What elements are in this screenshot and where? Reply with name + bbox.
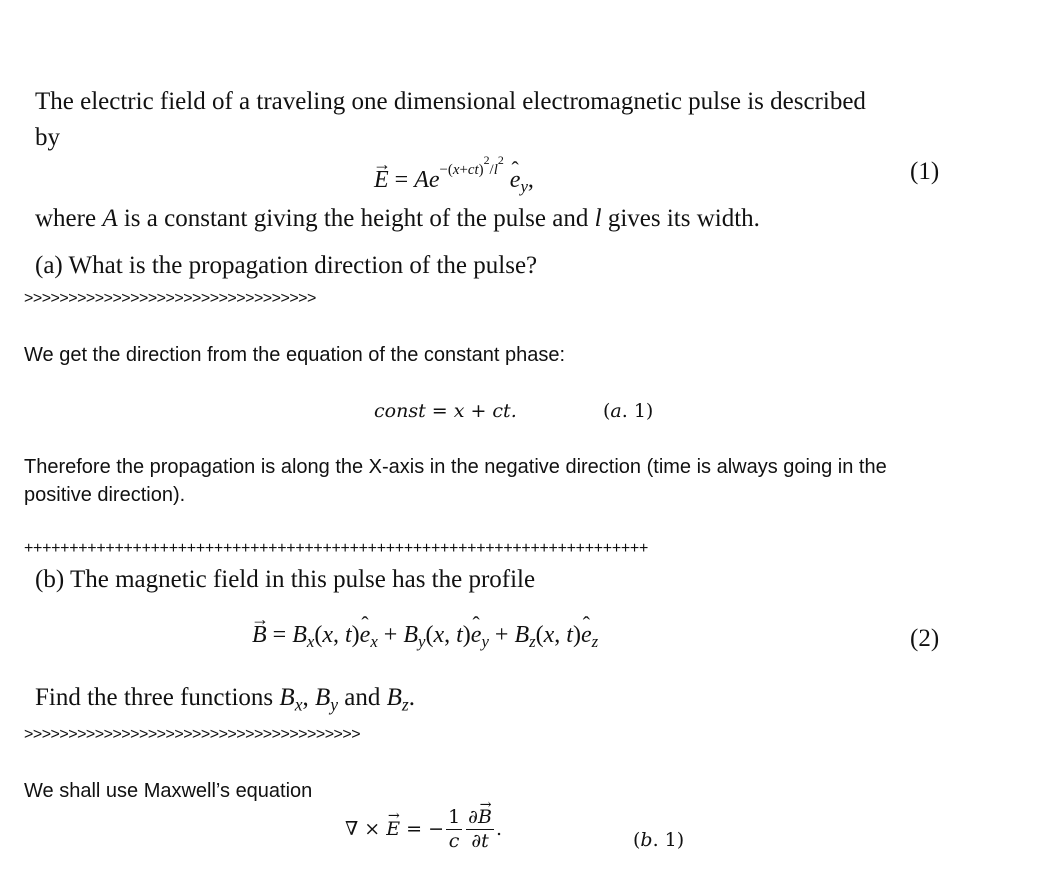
equation-2: → $B = B_x(x$, t)ˆ $e_x + B_y(x$, t)ˆ $e_y + B_z(x$, t)ˆ $e_z$ [252,622,598,649]
equation-a1-number: (a. 1) [603,400,654,422]
section-separator: +++++++++++++++++++++++++++++++++++++++++++++++++++++++++++++++++++++ [24,540,649,557]
answer-a-line2: positive direction). [24,484,186,506]
where-text-3: gives its width. [601,205,760,232]
equation-b1-number: (b. 1) [633,829,685,851]
equation-a1: const = x + ct. [374,400,517,422]
answer-a-line1: Therefore the propagation is along the X-axis in the negative direction (time is always going in the [24,456,887,478]
answer-marker-b: >>>>>>>>>>>>>>>>>>>>>>>>>>>>>>>>>>>>>> [24,726,361,743]
equation-1: → $E = Ae^{-(x+ct)^2/l^2}$ ˆ $e_y$, [374,160,534,194]
equation-2-number: (2) [910,625,940,652]
where-symbol-l: l [594,205,602,232]
problem-intro-line2: by [35,124,60,151]
where-sentence [35,205,760,233]
equation-1-number: (1) [910,158,940,185]
where-text-1: where [35,205,103,232]
answer-marker-a: >>>>>>>>>>>>>>>>>>>>>>>>>>>>>>>>> [24,290,316,307]
question-a: (a) What is the propagation direction of the pulse? [35,252,538,279]
problem-intro-line1: The electric field of a traveling one dimensional electromagnetic pulse is described [35,88,866,115]
where-text-2: is a constant giving the height of the pulse and [117,205,595,232]
maxwell-intro: We shall use Maxwell’s equation [24,780,313,802]
answer-a-intro: We get the direction from the equation of the constant phase: [24,344,566,366]
where-symbol-a: A [102,205,118,232]
find-functions-sentence: Find the three functions $B_x$, $B_y$ and $B_z$. [35,684,415,715]
equation-b1: ∇ × → E = − $\frac{1}{c}$ $\frac{\partial\to B}{\partial t}$ . [345,808,502,852]
question-b: (b) The magnetic field in this pulse has the profile [35,566,536,593]
